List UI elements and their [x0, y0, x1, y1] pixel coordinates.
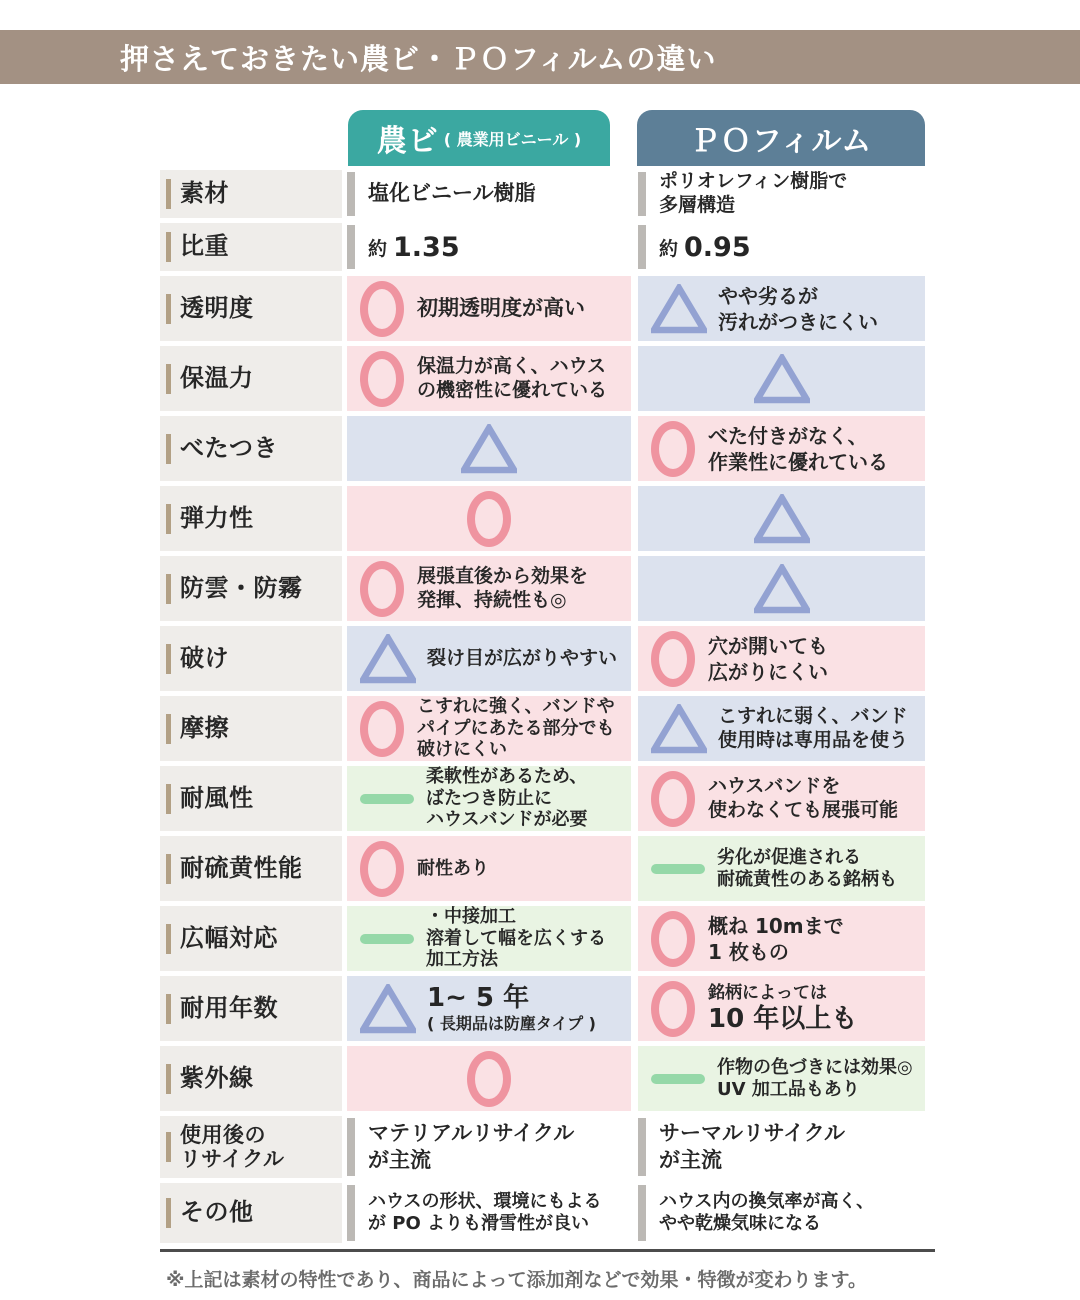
- row-label: 耐風性: [160, 766, 342, 831]
- column-header-po: [637, 110, 925, 166]
- po-cell: やや劣るが 汚れがつきにくい: [638, 276, 925, 341]
- triangle-icon: [754, 354, 810, 404]
- label-accent-bar: [166, 1198, 171, 1228]
- po-cell: [638, 486, 925, 551]
- label-accent-bar: [166, 784, 171, 814]
- table-row-recycling: [160, 1116, 935, 1178]
- label-accent-bar: [166, 434, 171, 464]
- row-label: 広幅対応: [160, 906, 342, 971]
- nobi-label: 農ビ: [376, 124, 439, 159]
- nobi-cell: マテリアルリサイクル が主流: [347, 1116, 631, 1178]
- table-row-uv: [160, 1046, 935, 1111]
- table-row-friction: [160, 696, 935, 761]
- cell-divider-bar: [347, 225, 355, 269]
- po-cell: 約 0.95: [638, 223, 925, 271]
- label-accent-bar: [166, 1132, 171, 1162]
- nobi-cell: 塩化ビニール樹脂: [347, 170, 631, 218]
- table-row-wind-resistance: [160, 766, 935, 831]
- column-header-nobi: [348, 110, 610, 166]
- table-row-material: [160, 170, 935, 218]
- label-accent-bar: [166, 644, 171, 674]
- circle-icon: [651, 771, 695, 827]
- label-accent-bar: [166, 574, 171, 604]
- circle-icon: [360, 841, 404, 897]
- row-label: その他: [160, 1183, 342, 1243]
- nobi-cell: 1~ 5 年 ( 長期品は防塵タイプ ): [347, 976, 631, 1041]
- dash-icon: [651, 864, 705, 874]
- po-label: ＰＯフィルム: [689, 124, 873, 159]
- nobi-cell: 保温力が高く、ハウス の機密性に優れている: [347, 346, 631, 411]
- circle-icon: [651, 631, 695, 687]
- po-cell: 作物の色づきには効果◎ UV 加工品もあり: [638, 1046, 925, 1111]
- nobi-cell: 約 1.35: [347, 223, 631, 271]
- row-label: 透明度: [160, 276, 342, 341]
- nobi-cell: 柔軟性があるため、 ばたつき防止に ハウスバンドが必要: [347, 766, 631, 831]
- row-label: 耐用年数: [160, 976, 342, 1041]
- nobi-cell: ・中接加工 溶着して幅を広くする 加工方法: [347, 906, 631, 971]
- nobi-cell: [347, 1046, 631, 1111]
- cell-divider-bar: [638, 1118, 646, 1176]
- circle-icon: [467, 491, 511, 547]
- po-cell: [638, 556, 925, 621]
- circle-icon: [651, 981, 695, 1037]
- nobi-cell: [347, 416, 631, 481]
- nobi-sublabel: ( 農業用ビニール ): [443, 129, 582, 149]
- table-row-other: [160, 1183, 935, 1243]
- cell-divider-bar: [638, 225, 646, 269]
- circle-icon: [360, 281, 404, 337]
- po-cell: サーマルリサイクル が主流: [638, 1116, 925, 1178]
- nobi-cell: 裂け目が広がりやすい: [347, 626, 631, 691]
- circle-icon: [360, 561, 404, 617]
- nobi-cell: 展張直後から効果を 発揮、持続性も◎: [347, 556, 631, 621]
- row-label: 防雲・防霧: [160, 556, 342, 621]
- triangle-icon: [651, 704, 707, 754]
- triangle-icon: [360, 634, 416, 684]
- po-cell: 銘柄によっては 10 年以上も: [638, 976, 925, 1041]
- label-accent-bar: [166, 1064, 171, 1094]
- dash-icon: [651, 1074, 705, 1084]
- triangle-icon: [651, 284, 707, 334]
- circle-icon: [467, 1051, 511, 1107]
- label-accent-bar: [166, 232, 171, 262]
- po-cell: ハウスバンドを 使わなくても展張可能: [638, 766, 925, 831]
- triangle-icon: [754, 564, 810, 614]
- po-cell: 概ね 10mまで 1 枚もの: [638, 906, 925, 971]
- table-row-anti-fog: [160, 556, 935, 621]
- cell-divider-bar: [347, 1118, 355, 1176]
- circle-icon: [360, 701, 404, 757]
- nobi-cell: 耐性あり: [347, 836, 631, 901]
- row-label: 比重: [160, 223, 342, 271]
- label-accent-bar: [166, 294, 171, 324]
- table-row-wide-width: [160, 906, 935, 971]
- label-accent-bar: [166, 504, 171, 534]
- dash-icon: [360, 934, 414, 944]
- table-row-stickiness: [160, 416, 935, 481]
- table-row-service-life: [160, 976, 935, 1041]
- table-row-elasticity: [160, 486, 935, 551]
- label-accent-bar: [166, 924, 171, 954]
- triangle-icon: [461, 424, 517, 474]
- row-label: 耐硫黄性能: [160, 836, 342, 901]
- triangle-icon: [360, 984, 416, 1034]
- column-headers: [348, 110, 1080, 166]
- nobi-cell: ハウスの形状、環境にもよる が PO よりも滑雪性が良い: [347, 1183, 631, 1243]
- nobi-cell: [347, 486, 631, 551]
- po-cell: ハウス内の換気率が高く、 やや乾燥気味になる: [638, 1183, 925, 1243]
- table-row-specific-gravity: [160, 223, 935, 271]
- triangle-icon: [754, 494, 810, 544]
- po-cell: 穴が開いても 広がりにくい: [638, 626, 925, 691]
- table-row-sulfur-resistance: [160, 836, 935, 901]
- row-label: 素材: [160, 170, 342, 218]
- cell-divider-bar: [347, 172, 355, 216]
- label-accent-bar: [166, 179, 171, 209]
- comparison-table: [160, 170, 935, 1243]
- row-label: 使用後の リサイクル: [160, 1116, 342, 1178]
- row-label: べたつき: [160, 416, 342, 481]
- cell-divider-bar: [347, 1185, 355, 1241]
- po-cell: べた付きがなく、 作業性に優れている: [638, 416, 925, 481]
- page-title: 押さえておきたい農ビ・ＰＯフィルムの違い: [120, 41, 717, 76]
- row-label: 保温力: [160, 346, 342, 411]
- po-cell: こすれに弱く、バンド 使用時は専用品を使う: [638, 696, 925, 761]
- circle-icon: [651, 911, 695, 967]
- dash-icon: [360, 794, 414, 804]
- label-accent-bar: [166, 714, 171, 744]
- po-cell: ポリオレフィン樹脂で 多層構造: [638, 170, 925, 218]
- footnote-text: ※上記は素材の特性であり、商品によって添加剤などで効果・特徴が変わります。: [166, 1269, 867, 1291]
- po-cell: [638, 346, 925, 411]
- label-accent-bar: [166, 994, 171, 1024]
- table-row-heat-retention: [160, 346, 935, 411]
- nobi-cell: 初期透明度が高い: [347, 276, 631, 341]
- cell-divider-bar: [638, 1185, 646, 1241]
- row-label: 摩擦: [160, 696, 342, 761]
- row-label: 弾力性: [160, 486, 342, 551]
- label-accent-bar: [166, 854, 171, 884]
- table-row-tearing: [160, 626, 935, 691]
- nobi-cell: こすれに強く、バンドや パイプにあたる部分でも 破けにくい: [347, 696, 631, 761]
- label-accent-bar: [166, 364, 171, 394]
- cell-divider-bar: [638, 172, 646, 216]
- po-cell: 劣化が促進される 耐硫黄性のある銘柄も: [638, 836, 925, 901]
- circle-icon: [651, 421, 695, 477]
- title-bar: [0, 30, 1080, 84]
- row-label: 紫外線: [160, 1046, 342, 1111]
- row-label: 破け: [160, 626, 342, 691]
- footnote-section: [160, 1249, 935, 1292]
- circle-icon: [360, 351, 404, 407]
- table-row-transparency: [160, 276, 935, 341]
